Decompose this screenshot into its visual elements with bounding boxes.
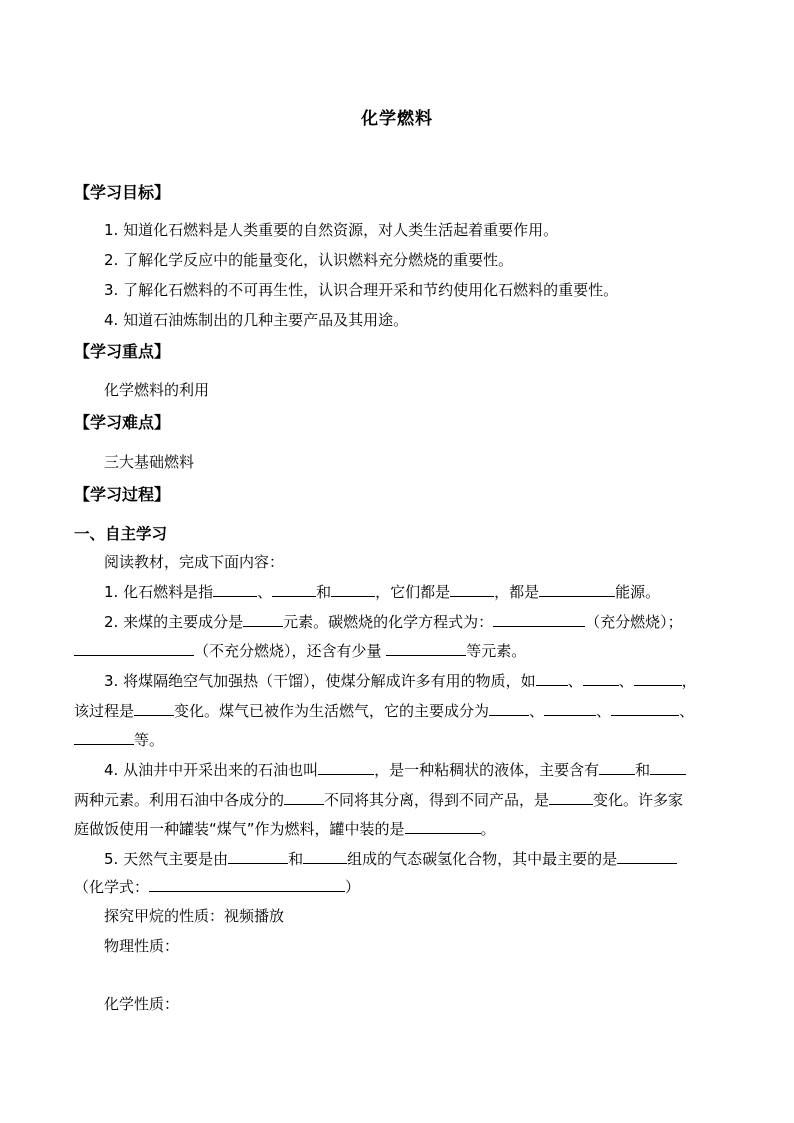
answer-blank[interactable] (611, 702, 679, 716)
q5-text: （化学式： (74, 878, 150, 896)
answer-blank[interactable] (149, 878, 345, 892)
q1-text: ，它们都是 (375, 583, 451, 601)
answer-blank[interactable] (634, 672, 682, 686)
explore-text: 探究甲烷的性质：视频播放 (104, 907, 285, 925)
answer-blank[interactable] (583, 672, 619, 686)
q3-text: 等。 (134, 731, 165, 749)
key-heading: 【学习重点】 (74, 342, 171, 361)
q1-text: 、 (257, 583, 273, 601)
goal-item-4: 4. 知道石油炼制出的几种主要产品及其用途。 (104, 311, 409, 329)
q2-text: 2. 来煤的主要成分是 (104, 613, 244, 631)
chemical-properties-label: 化学性质： (104, 995, 180, 1013)
self-study-intro: 阅读教材，完成下面内容： (104, 553, 285, 571)
question-5-cont (74, 876, 360, 897)
goal-item-1: 1. 知道化石燃料是人类重要的自然资源，对人类生活起着重要作用。 (104, 221, 559, 239)
q3-text: 变化。煤气已被作为生活燃气，它的主要成分为 (174, 702, 490, 720)
question-3-cont (74, 700, 694, 721)
question-2-cont (74, 640, 526, 661)
q3-text: ， (681, 672, 697, 690)
answer-blank[interactable] (303, 850, 347, 864)
question-4 (104, 759, 686, 780)
physical-properties-label: 物理性质： (104, 937, 180, 955)
question-1 (104, 581, 660, 602)
goals-heading: 【学习目标】 (74, 183, 171, 202)
question-4-cont (74, 789, 683, 810)
question-3 (104, 670, 697, 691)
answer-blank[interactable] (134, 702, 174, 716)
q4-text: 不同将其分离，得到不同产品，是 (324, 791, 550, 809)
q3-text: 3. 将煤隔绝空气加强热（干馏），使煤分解成许多有用的物质，如 (104, 672, 536, 690)
answer-blank[interactable] (544, 702, 596, 716)
q5-text: 和 (288, 850, 304, 868)
answer-blank[interactable] (450, 583, 494, 597)
q4-text: 庭做饭使用一种罐装“煤气”作为燃料，罐中装的是 (74, 820, 405, 838)
q3-text: 、 (679, 702, 695, 720)
q5-text: 5. 天然气主要是由 (104, 850, 229, 868)
answer-blank[interactable] (331, 583, 375, 597)
question-5 (104, 848, 677, 869)
q3-text: 、 (618, 672, 634, 690)
difficulty-heading: 【学习难点】 (74, 413, 171, 432)
q4-text: 两种元素。利用石油中各成分的 (74, 791, 285, 809)
q3-text: 该过程是 (74, 702, 135, 720)
q4-text: 4. 从油井中开采出来的石油也叫 (104, 761, 319, 779)
q1-text: ，都是 (494, 583, 540, 601)
goal-item-3: 3. 了解化石燃料的不可再生性，认识合理开采和节约使用化石燃料的重要性。 (104, 281, 619, 299)
q3-text: 、 (567, 672, 583, 690)
answer-blank[interactable] (599, 761, 635, 775)
answer-blank[interactable] (74, 731, 134, 745)
q2-text: 元素。碳燃烧的化学方程式为： (283, 613, 494, 631)
answer-blank[interactable] (272, 583, 316, 597)
self-study-heading: 一、自主学习 (74, 525, 168, 543)
q1-text: 1. 化石燃料是指 (104, 583, 214, 601)
answer-blank[interactable] (405, 820, 481, 834)
q2-text: （充分燃烧）； (585, 613, 683, 631)
q4-text: 和 (635, 761, 651, 779)
q4-text: 变化。许多家 (593, 791, 684, 809)
goal-item-2: 2. 了解化学反应中的能量变化，认识燃料充分燃烧的重要性。 (104, 251, 514, 269)
answer-blank[interactable] (386, 642, 466, 656)
answer-blank[interactable] (284, 791, 324, 805)
q5-text: ） (345, 878, 361, 896)
answer-blank[interactable] (536, 672, 568, 686)
answer-blank[interactable] (213, 583, 257, 597)
q1-text: 和 (316, 583, 332, 601)
answer-blank[interactable] (549, 791, 593, 805)
q3-text: 、 (596, 702, 612, 720)
answer-blank[interactable] (489, 702, 529, 716)
question-3-cont2 (74, 729, 164, 750)
key-text: 化学燃料的利用 (104, 381, 210, 399)
answer-blank[interactable] (617, 850, 677, 864)
difficulty-text: 三大基础燃料 (104, 453, 195, 471)
q5-text: 组成的气态碳氢化合物，其中最主要的是 (347, 850, 618, 868)
q2-text: 等元素。 (466, 642, 527, 660)
answer-blank[interactable] (74, 642, 194, 656)
question-4-cont2 (74, 818, 496, 839)
answer-blank[interactable] (493, 613, 585, 627)
process-heading: 【学习过程】 (74, 485, 171, 504)
q1-text: 能源。 (615, 583, 661, 601)
answer-blank[interactable] (243, 613, 283, 627)
answer-blank[interactable] (650, 761, 686, 775)
answer-blank[interactable] (228, 850, 288, 864)
answer-blank[interactable] (539, 583, 615, 597)
q4-text: 。 (480, 820, 496, 838)
page-title: 化学燃料 (361, 109, 433, 129)
q2-text: （不充分燃烧），还含有少量 (194, 642, 387, 660)
answer-blank[interactable] (318, 761, 374, 775)
q4-text: ，是一种粘稠状的液体，主要含有 (374, 761, 600, 779)
q3-text: 、 (529, 702, 545, 720)
question-2 (104, 611, 683, 632)
